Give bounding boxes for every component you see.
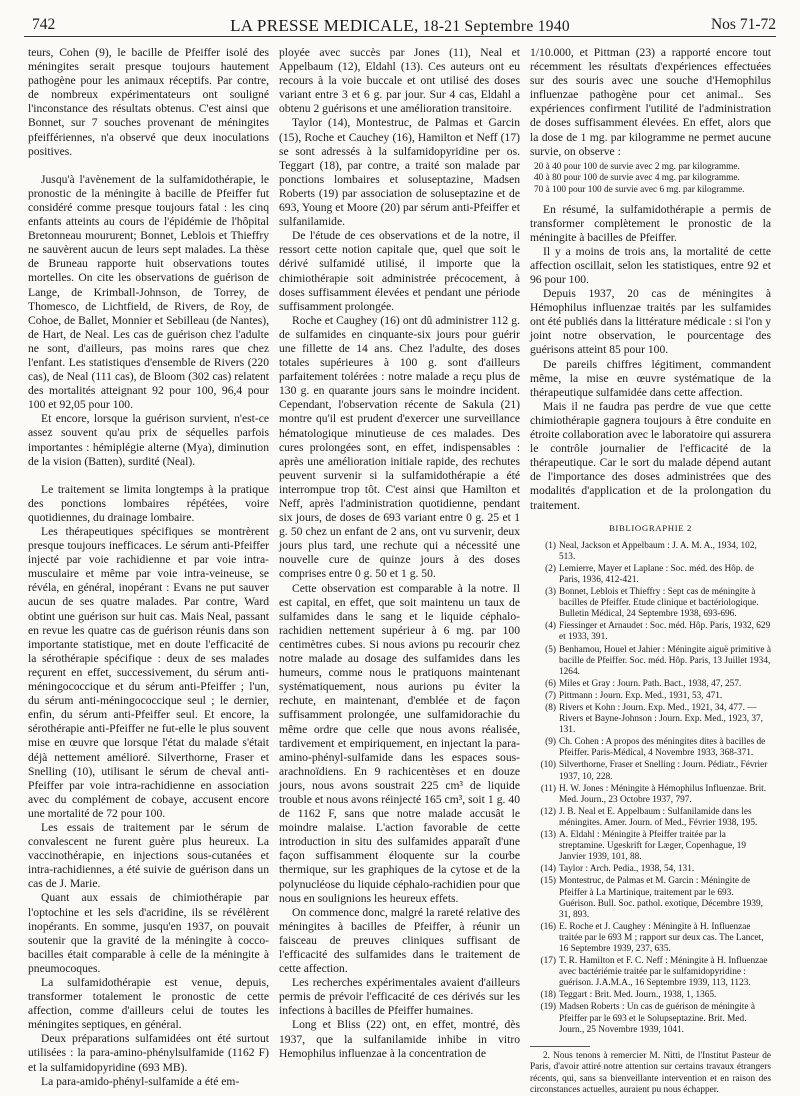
reference-number: (2) — [545, 563, 556, 574]
reference-number: (3) — [545, 587, 556, 598]
paragraph: En résumé, la sulfamidothérapie a permis de transformer complètement le pronostic de la méningite à bacilles de Pfeiffer. — [530, 202, 771, 244]
reference-number: (19) — [540, 1002, 556, 1013]
reference-number: (16) — [540, 921, 556, 932]
paragraph: Mais il ne faudra pas perdre de vue que cette chimiothérapie gagnera toujours à être conduite en étroite collaboration avec le laboratoire qui assurera le contrôle journalier de l'efficacité de la thérapeutique. Car le sort du malade dépend autant de l'importance des doses administrées que des modalités d'application et de la prolongation du traitement. — [530, 399, 771, 512]
reference-text: Benhamou, Houel et Jahier : Méningite aiguë primitive à bacille de Pfeiffer. Soc. méd. Hôp. Paris, 13 Juillet 1934, 1264. — [559, 644, 771, 677]
paragraph: Le traitement se limita longtemps à la pratique des ponctions lombaires répétées, voire quotidiennes, du drainage lombaire. — [28, 482, 269, 524]
paragraph: 1/10.000, et Pittman (23) a rapporté encore tout récemment les résultats d'expériences effectuées sur des souris avec une souche d'Hemophilus influenzae pathogène pour cet animal.. Ses expériences confirment l'utilité de l'administration de doses suffisamment élevées. En effet, alors que la dose de 1 mg. par kilogramme ne permet aucune survie, on observe : — [530, 46, 771, 158]
reference-number: (1) — [545, 540, 556, 551]
reference-number: (17) — [540, 956, 556, 967]
reference-text: Fiessinger et Arnaudet : Soc. méd. Hôp. Paris, 1932, 629 et 1933, 391. — [559, 621, 771, 643]
reference-text: Taylor : Arch. Pedia., 1938, 54, 131. — [559, 864, 695, 875]
bibliography-entry — [530, 1002, 771, 1035]
footnote: 2. Nous tenons à remercier M. Nitti, de l'Institut Pasteur de Paris, d'avoir attiré notre attention sur certains travaux étrangers récents, qui, sans sa bienveillante intervention et en raison des circonstances actuelles, auraient pu nous échapper. — [530, 1050, 771, 1095]
page-header — [24, 12, 776, 38]
reference-text: H. W. Jones : Méningite à Hémophilus Influenzae. Brit. Med. Journ., 23 Octobre 1937, 797. — [559, 783, 767, 805]
bibliography-entry — [530, 807, 771, 829]
reference-text: Silverthorne, Fraser et Snelling : Journ. Pédiatr., Février 1937, 10, 228. — [559, 760, 768, 782]
paragraph: Roche et Caughey (16) ont dû administrer 112 g. de sulfamides en cinquante-six jours pour guérir une fillette de 14 ans. Chez l'adulte, des doses totales supérieures à 100 g. sont d'ailleurs parfaitement tolérées : notre malade a reçu plus de 130 g. en quarante jours sans le moindre incident. Cependant, l'observation récente de Sakula (21) montre qu'il est prudent d'exercer une surveillance hématologique minutieuse de ces malades. Des cures prolongées sont, en effet, indispensables : après une amélioration initiale rapide, des rechutes peuvent survenir si la sulfamidothérapie a été interrompue trop tôt. C'est ainsi que Hamilton et Neff, après l'administration quotidienne, pendant six jours, de doses de 693 variant entre 0 g. 25 et 1 g. 50 chez un enfant de 2 ans, ont vu survenir, deux jours plus tard, une rechute qui a nécessité une nouvelle cure de quinze jours à des doses comprises entre 0 g. 50 et 1 g. 50. — [279, 313, 520, 581]
bibliography-entry — [530, 541, 771, 563]
bibliography-entry — [530, 587, 771, 620]
bibliography-entry — [530, 864, 771, 875]
paragraph: Taylor (14), Montestruc, de Palmas et Garcin (15), Roche et Cauchey (16), Hamilton et Neff (17) se sont adressés à la sulfamidopyridine per os. Teggart (18), par contre, a traité son malade par ponctions lombaires et soluseptazine, Madsen Roberts (19) par association de soluseptazine et de 693, Young et Moore (20) par sérum anti-Pfeiffer et sulfanilamide. — [279, 116, 520, 229]
paragraph: Depuis 1937, 20 cas de méningites à Hémophilus influenzae traités par les sulfamides ont été publiés dans la littérature médicale : si l'on y joint notre observation, le pourcentage des guérisons atteint 85 pour 100. — [530, 287, 771, 357]
paragraph: Et encore, lorsque la guérison survient, n'est-ce assez souvent qu'au prix de séquelles parfois importantes : hémiplégie alterne (Mya), diminution de la vision (Batten), surdité (Neal). — [28, 412, 269, 468]
footnote-rule — [530, 1046, 590, 1047]
paragraph: La para-amido-phényl-sulfamide a été em- — [41, 1074, 240, 1088]
reference-text: T. R. Hamilton et F. C. Neff : Méningite à H. Influenzae avec bactériémie traitée par le sulfamidopyridine : guérison. J.A.M.A., 16 Septembre 1939, 113, 1123. — [559, 956, 768, 989]
bibliography-entry — [530, 956, 771, 989]
reference-text: Ch. Cohen : A propos des méningites dites à bacilles de Pfeiffer. Paris-Médical, 4 Novembre 1933, 368-371. — [559, 737, 766, 759]
reference-text: Miles et Gray : Journ. Path. Bact., 1938, 47, 257. — [559, 678, 742, 689]
paragraph: On commence donc, malgré la rareté relative des méningites à bacilles de Pfeiffer, à réunir un faisceau de preuves cliniques suffisant de l'efficacité des sulfamides dans le traitement de cette affection. — [279, 905, 520, 976]
reference-number: (12) — [540, 806, 556, 817]
bibliography-entry — [530, 760, 771, 782]
bibliography-entry — [530, 737, 771, 759]
bibliography-entry — [530, 679, 771, 690]
reference-text: A. Eldahl : Méningite à Pfeiffer traitée par la streptamine. Ugeskrift for Læger, Copenhague, 19 Janvier 1939, 101, 88. — [559, 830, 747, 863]
reference-text: Teggart : Brit. Med. Journ., 1938, 1, 1365. — [559, 990, 717, 1001]
survival-list — [534, 162, 771, 197]
reference-text: Lemierre, Mayer et Laplane : Soc. méd. des Hôp. de Paris, 1936, 412-421. — [559, 563, 754, 585]
journal-title — [24, 16, 776, 36]
journal-name: LA PRESSE MEDICALE, — [230, 16, 419, 35]
survival-line: 20 à 40 pour 100 de survie avec 2 mg. par kilogramme. — [534, 161, 740, 172]
bibliography-entry — [530, 564, 771, 586]
reference-text: J. B. Neal et E. Appelbaum : Sulfanilamide dans les méningites. Amer. Journ. of Med., Février 1938, 195. — [559, 806, 758, 828]
paragraph: Jusqu'à l'avènement de la sulfamidothérapie, le pronostic de la méningite à bacille de Pfeiffer fut considéré comme presque toujours fatal : les cinq enfants atteints au cours de l'épidémie de l'hôpital Bretonneau moururent; Bonnet, Leblois et Thieffry ne sauvèrent aucun de leurs sept malades. La thèse de Bruneau rapporte huit observations toutes mortelles. On cite les observations de guérison de Lange, de Krimball-Johnson, de Torrey, de Thomesco, de Lichtfield, de Rivers, de Roy, de Cohoe, de Ballet, Monnier et Sebilleau (de Nantes), de Hart, de Neal. Les cas de guérison chez l'adulte ne sont, d'ailleurs, pas moins rares que chez l'enfant. Les statistiques d'ensemble de Rivers (220 cas), de Neal (111 cas), de Bloom (302 cas) relatent des mortalités atteignant 92 pour 100, 96,4 pour 100 et 92,05 pour 100. — [28, 172, 269, 412]
reference-number: (11) — [540, 783, 556, 794]
reference-number: (9) — [545, 737, 556, 748]
reference-number: (15) — [540, 876, 556, 887]
bibliography-heading: BIBLIOGRAPHIE 2 — [608, 522, 693, 533]
reference-text: Neal, Jackson et Appelbaum : J. A. M. A., 1934, 102, 513. — [559, 540, 757, 562]
survival-line: 70 à 100 pour 100 de survie avec 6 mg. par kilogramme. — [534, 184, 745, 195]
reference-number: (5) — [545, 644, 556, 655]
paragraph: Il y a moins de trois ans, la mortalité de cette affection oscillait, selon les statistiques, entre 92 et 96 pour 100. — [530, 244, 771, 286]
column-1 — [28, 46, 269, 1088]
reference-text: Pittmann : Journ. Exp. Med., 1931, 53, 471. — [559, 690, 723, 701]
reference-text: Montestruc, de Palmas et M. Garcin : Méningite de Pfeiffer à La Martinique, traitement par le 693. Guérison. Bull. Soc. pathol. exotique, Décembre 1939, 31, 893. — [559, 876, 763, 920]
bibliography-list — [530, 541, 771, 1036]
page-number: 742 — [32, 16, 56, 33]
paragraph: Les thérapeutiques spécifiques se montrèrent presque toujours inefficaces. Le sérum anti-Pfeiffer injecté par voie rachidienne et par voie intra-musculaire et même par voie intra-veineuse, se révéla, en général, inopérant : Evans ne put sauver aucun de ses quatre malades. Par contre, Ward obtint une guérison sur huit cas. Mais Neal, passant en revue les quatre cas de guérison réunis dans son importante statistique, met en doute l'efficacité de la sérothérapie spécifique : deux de ses malades reçurent en effet, successivement, du sérum anti-méningococcique et du sérum anti-Pfeiffer ; l'un, du sérum anti-méningococcique seul ; le dernier, enfin, du sérum anti-Pfeiffer seul. Et encore, la sérothérapie anti-Pfeiffer ne fut-elle le plus souvent mise en œuvre que lorsque l'état du malade s'était déjà nettement amélioré. Silverthorne, Fraser et Snelling (10), utilisant le sérum de cheval anti-Pfeiffer par voie intra-rachidienne en association avec du complément de cobaye, accusent encore une mortalité de 72 pour 100. — [28, 525, 269, 820]
bibliography-entry — [530, 830, 771, 863]
reference-text: E. Roche et J. Caughey : Méningite à H. Influenzae traitée par le 693 M ; rapport sur deux cas. The Lancet, 16 Septembre 1939, 237, 635. — [559, 921, 764, 954]
reference-number: (4) — [545, 621, 556, 632]
paragraph: De l'étude de ces observations et de la notre, il ressort cette notion capitale que, quel que soit le dérivé sulfamidé utilisé, il importe que la chimiothérapie soit administrée précocement, à doses suffisamment élevées et pendant une période suffisamment prolongée. — [279, 229, 520, 313]
bibliography-entry — [530, 922, 771, 955]
survival-line: 40 à 80 pour 100 de survie avec 4 mg. par kilogramme. — [534, 173, 740, 184]
issue-date: 18-21 Septembre 1940 — [422, 18, 570, 35]
reference-number: (18) — [540, 990, 556, 1001]
paragraph: Les essais de traitement par le sérum de convalescent ne furent guère plus heureux. La vaccinothérapie, en injections sous-cutanées et intra-rachidiennes, a été suivie de guérison dans un cas de J. Marie. — [28, 820, 269, 891]
bibliography-entry — [530, 784, 771, 806]
paragraph: Cette observation est comparable à la notre. Il est capital, en effet, que soit maintenu un taux de sulfamides dans le sang et le liquide céphalo-rachidien nettement supérieur à 6 mg. par 100 centimètres cubes. Si nous avions pu recourir chez notre malade au dosage des sulfamides dans les humeurs, comme nous le pratiquons maintenant systématiquement, nous aurions pu éviter la rechute, en maintenant, d'emblée et de façon suffisamment prolongée, une sulfamidorachie du même ordre que celle que nous avons réalisée, tardivement et empiriquement, en injectant la para-amino-phényl-sulfamide dans les espaces sous-arachnoïdiens. En 9 rachicentèses et en douze jours, nous avons soustrait 225 cm³ de liquide trouble et nous avons réinjecté 165 cm³, soit 1 g. 40 de 1162 F, sans que notre malade accusât le moindre malaise. L'action favorable de cette introduction in situ des sulfamides apparaît d'une façon suffisamment éloquente sur la courbe thermique, sur les graphiques de la cytose et de la polynucléose du liquide céphalo-rachidien pour que nous en soulignions les heureux effets. — [279, 581, 520, 905]
issue-number: Nos 71-72 — [710, 16, 776, 33]
reference-number: (10) — [540, 760, 556, 771]
reference-text: Bonnet, Leblois et Thieffry : Sept cas de méningite à bacilles de Pfeiffer. Etude clinique et bactériologique. Bulletin Médical, 24 Septembre 1938, 693-696. — [559, 587, 759, 620]
reference-number: (6) — [545, 678, 556, 689]
bibliography-entry — [530, 621, 771, 643]
paragraph: teurs, Cohen (9), le bacille de Pfeiffer isolé des méningites serait presque toujours hautement pathogène pour les animaux réceptifs. Par contre, de nombreux expérimentateurs ont souligné l'inconstance des résultats obtenus. C'est ainsi que Bonnet, sur 7 souches provenant de méningites pfeiffériennes, n'a observé que deux inoculations positives. — [28, 46, 269, 158]
column-3 — [530, 46, 771, 1095]
paragraph: Deux préparations sulfamidées ont été surtout utilisées : la para-amino-phénylsulfamide (1162 F) et la sulfamidopyridine (693 MB). — [28, 1032, 269, 1074]
reference-text: Rivers et Kohn : Journ. Exp. Med., 1921, 34, 477. — Rivers et Bayne-Johnson : Journ. Exp. Med., 1923, 37, 131. — [559, 703, 763, 736]
paragraph: De pareils chiffres légitiment, commandent même, la mise en œuvre systématique de la thérapeutique sulfamidée dans cette affection. — [530, 357, 771, 399]
column-2 — [279, 46, 520, 1068]
reference-number: (8) — [545, 703, 556, 713]
bibliography-entry — [530, 990, 771, 1001]
bibliography-entry — [530, 645, 771, 678]
reference-number: (13) — [540, 830, 556, 841]
paragraph: La sulfamidothérapie est venue, depuis, transformer totalement le pronostic de cette affection, comme d'ailleurs celui de toutes les méningites septiques, en général. — [28, 976, 269, 1032]
reference-text: Madsen Roberts : Un cas de guérison de méningite à Pfeiffer par le 693 et le Solupseptazine. Brit. Med. Journ., 25 Novembre 1939, 1041. — [559, 1002, 755, 1035]
header-rule — [24, 36, 776, 37]
bibliography-entry — [530, 703, 771, 736]
reference-number: (14) — [540, 864, 556, 875]
reference-number: (7) — [545, 690, 556, 701]
paragraph: Quant aux essais de chimiothérapie par l'optochine et les sels d'acridine, ils se révélèrent inopérants. En somme, jusqu'en 1937, on pouvait soutenir que la gravité de la méningite à cocco-bacilles était comparable à celle de la méningite à pneumocoques. — [28, 891, 269, 975]
paragraph: ployée avec succès par Jones (11), Neal et Appelbaum (12), Eldahl (13). Ces auteurs ont eu recours à la voie buccale et ont utilisé des doses variant entre 3 et 6 g. par jour. Sur 4 cas, Eldahl a obtenu 2 guérisons et une amélioration transitoire. — [279, 46, 520, 116]
paragraph: Les recherches expérimentales avaient d'ailleurs permis de prévoir l'efficacité de ces dérivés sur les infections à bacilles de Pfeiffer humaines. — [279, 976, 520, 1018]
bibliography-entry — [530, 876, 771, 920]
paragraph: Long et Bliss (22) ont, en effet, montré, dès 1937, que la sulfanilamide inhibe in vitro Hemophilus influenzae à la concentration de — [279, 1018, 520, 1060]
bibliography-entry — [530, 691, 771, 702]
